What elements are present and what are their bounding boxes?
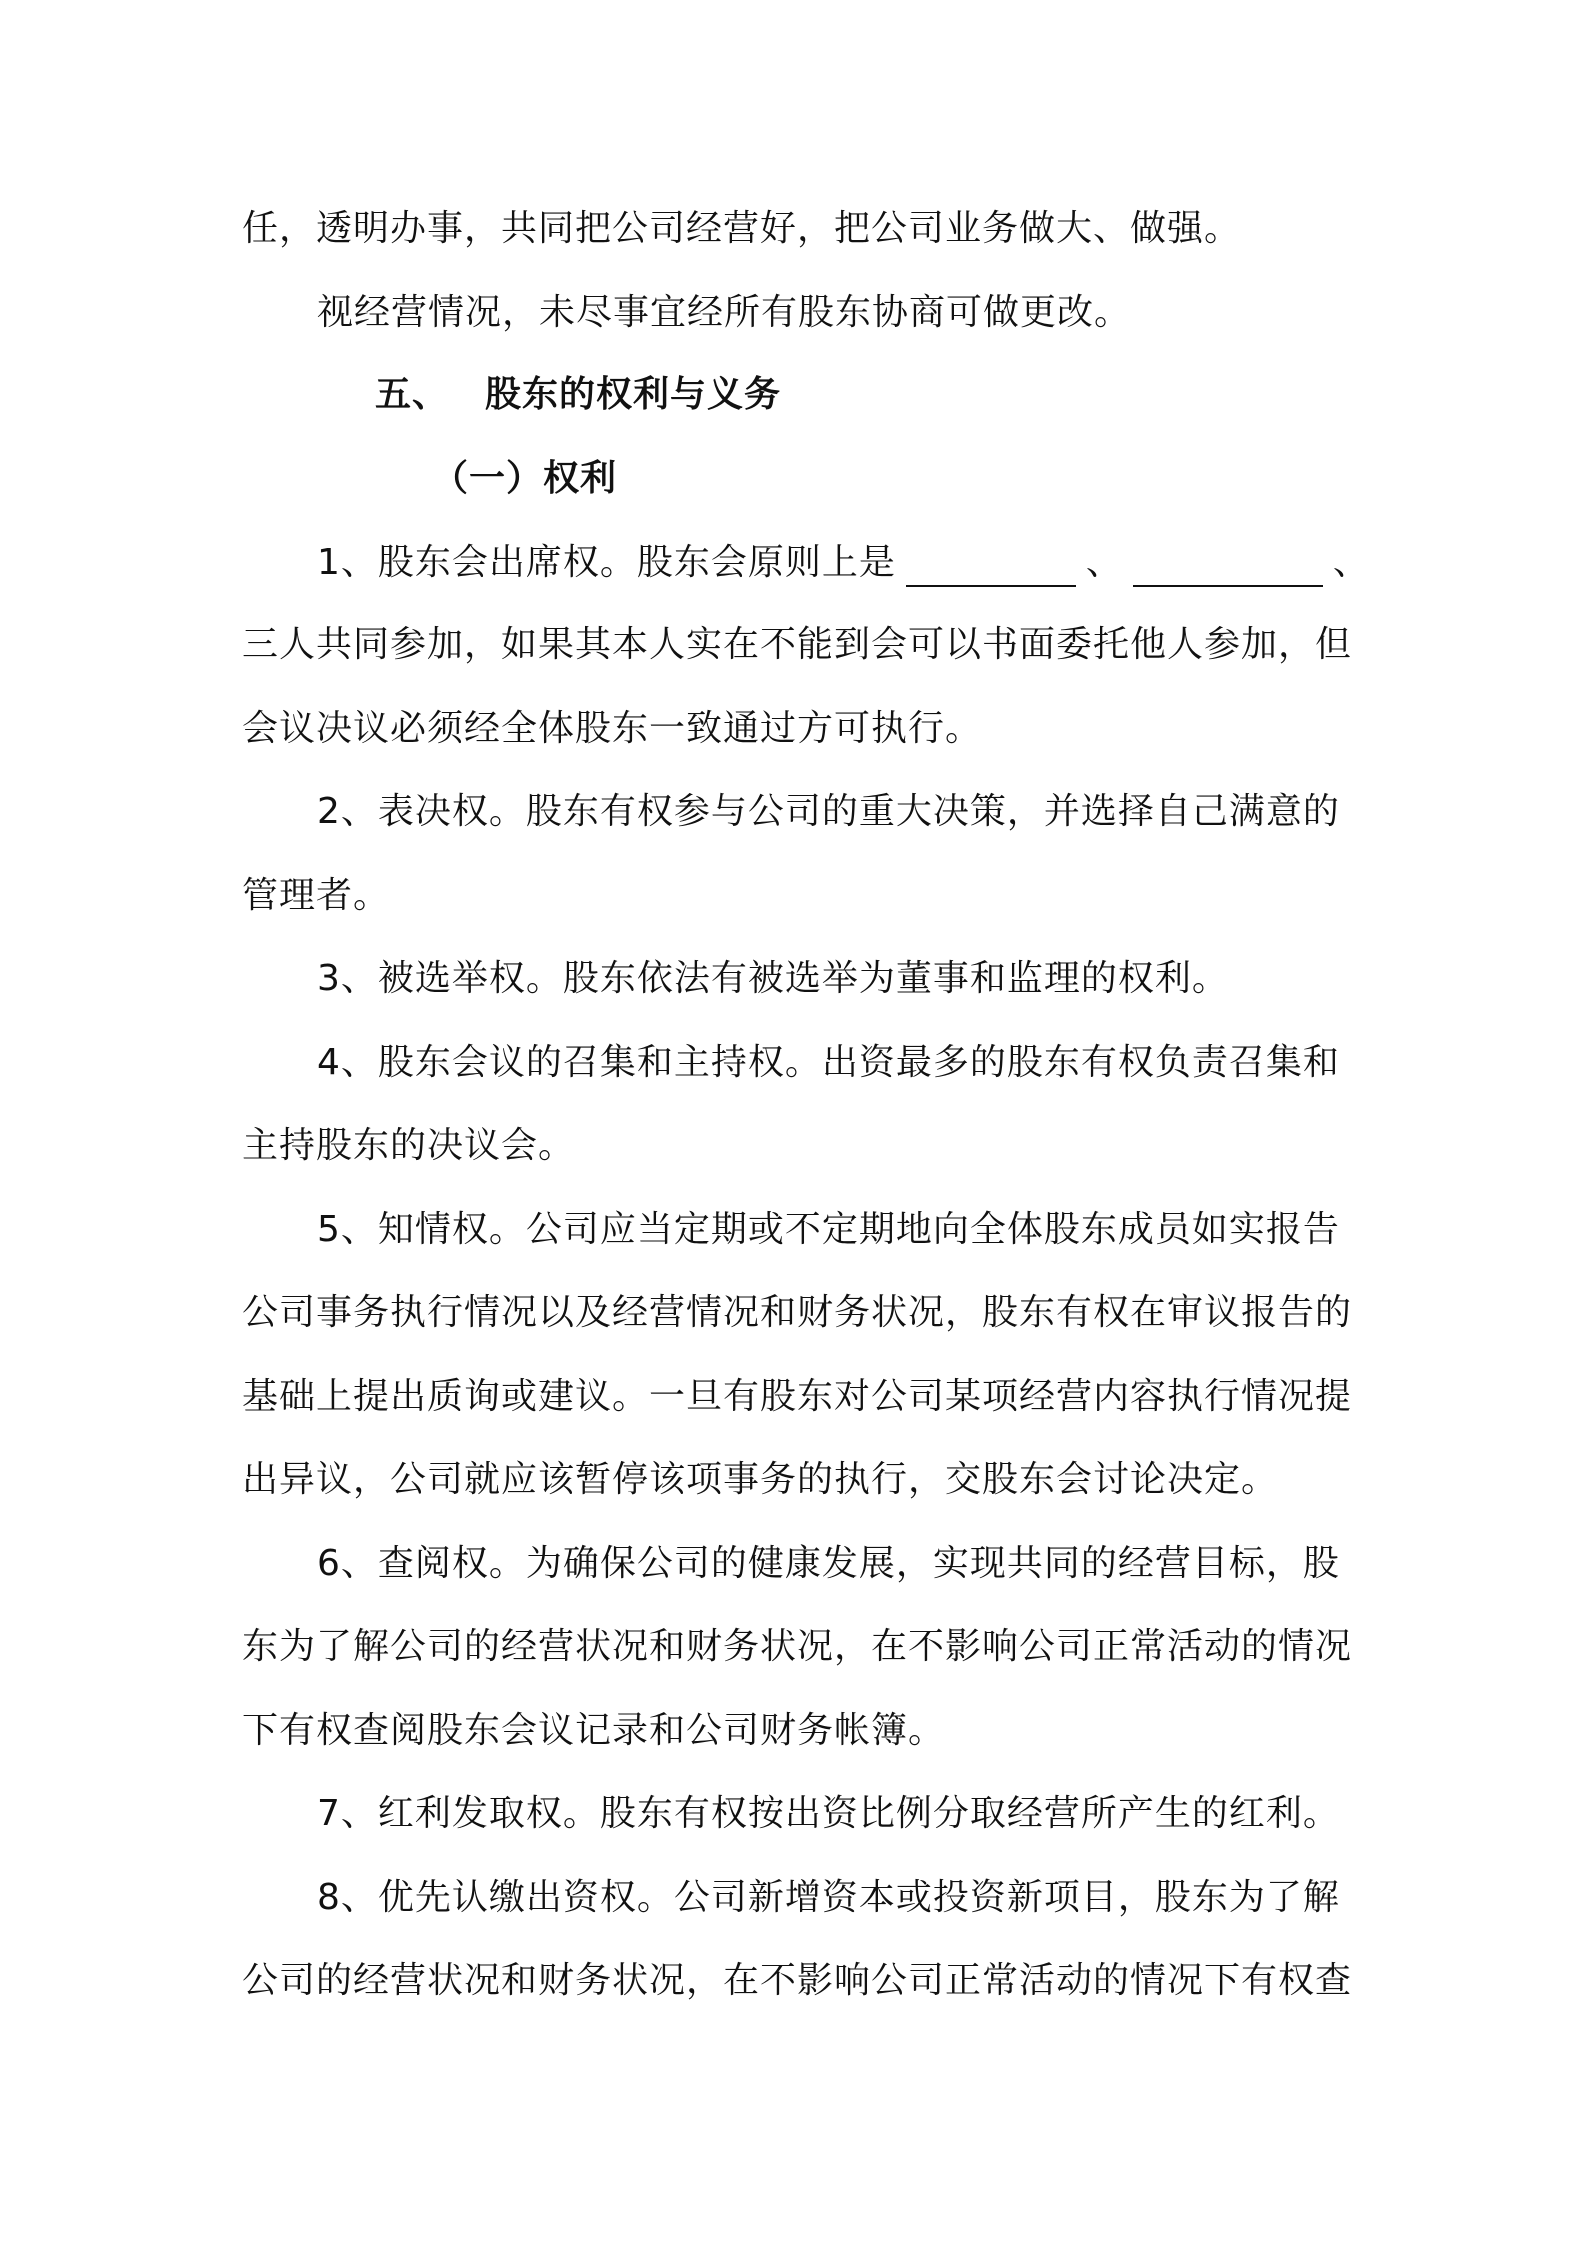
item-7-line-1: 7、红利发取权。股东有权按出资比例分取经营所产生的红利。: [317, 1793, 1340, 1834]
text-line: 基础上提出质询或建议。一旦有股东对公司某项经营内容执行情况提: [242, 1376, 1353, 1417]
text-line: 视经营情况，未尽事宜经所有股东协商可做更改。: [317, 292, 1132, 333]
blank-field-1: [906, 545, 1076, 587]
item-5-line-1: 5、知情权。公司应当定期或不定期地向全体股东成员如实报告: [317, 1209, 1340, 1250]
text-line: 下有权查阅股东会议记录和公司财务帐簿。: [242, 1710, 946, 1751]
item-4-line-1: 4、股东会议的召集和主持权。出资最多的股东有权负责召集和: [317, 1042, 1340, 1083]
blank-field-2: [1133, 545, 1323, 587]
text-line: 会议决议必须经全体股东一致通过方可执行。: [242, 708, 983, 749]
text-line: 出异议，公司就应该暂停该项事务的执行，交股东会讨论决定。: [242, 1459, 1279, 1500]
separator: 、: [1085, 542, 1123, 583]
item-6-line-1: 6、查阅权。为确保公司的健康发展，实现共同的经营目标，股: [317, 1543, 1340, 1584]
item-1-text: 1、股东会出席权。股东会原则上是: [317, 542, 896, 583]
item-3-line-1: 3、被选举权。股东依法有被选举为董事和监理的权利。: [317, 958, 1229, 999]
text-line: 三人共同参加，如果其本人实在不能到会可以书面委托他人参加，但: [242, 624, 1353, 665]
text-line: 公司的经营状况和财务状况，在不影响公司正常活动的情况下有权查: [242, 1960, 1353, 2001]
item-8-line-1: 8、优先认缴出资权。公司新增资本或投资新项目，股东为了解: [317, 1877, 1340, 1918]
text-line: 任，透明办事，共同把公司经营好，把公司业务做大、做强。: [242, 208, 1242, 249]
text-line: 主持股东的决议会。: [242, 1125, 576, 1166]
item-2-line-1: 2、表决权。股东有权参与公司的重大决策，并选择自己满意的: [317, 791, 1340, 832]
item-1-line-1: [317, 539, 1370, 587]
separator: 、: [1332, 542, 1370, 583]
text-line: 东为了解公司的经营状况和财务状况，在不影响公司正常活动的情况: [242, 1626, 1353, 1667]
text-line: 管理者。: [242, 875, 391, 916]
text-line: 公司事务执行情况以及经营情况和财务状况，股东有权在审议报告的: [242, 1292, 1353, 1333]
section-heading: [375, 371, 781, 419]
subsection-heading: （一）权利: [432, 458, 618, 499]
section-number: 五、: [375, 374, 450, 415]
section-title: 股东的权利与义务: [485, 374, 782, 415]
